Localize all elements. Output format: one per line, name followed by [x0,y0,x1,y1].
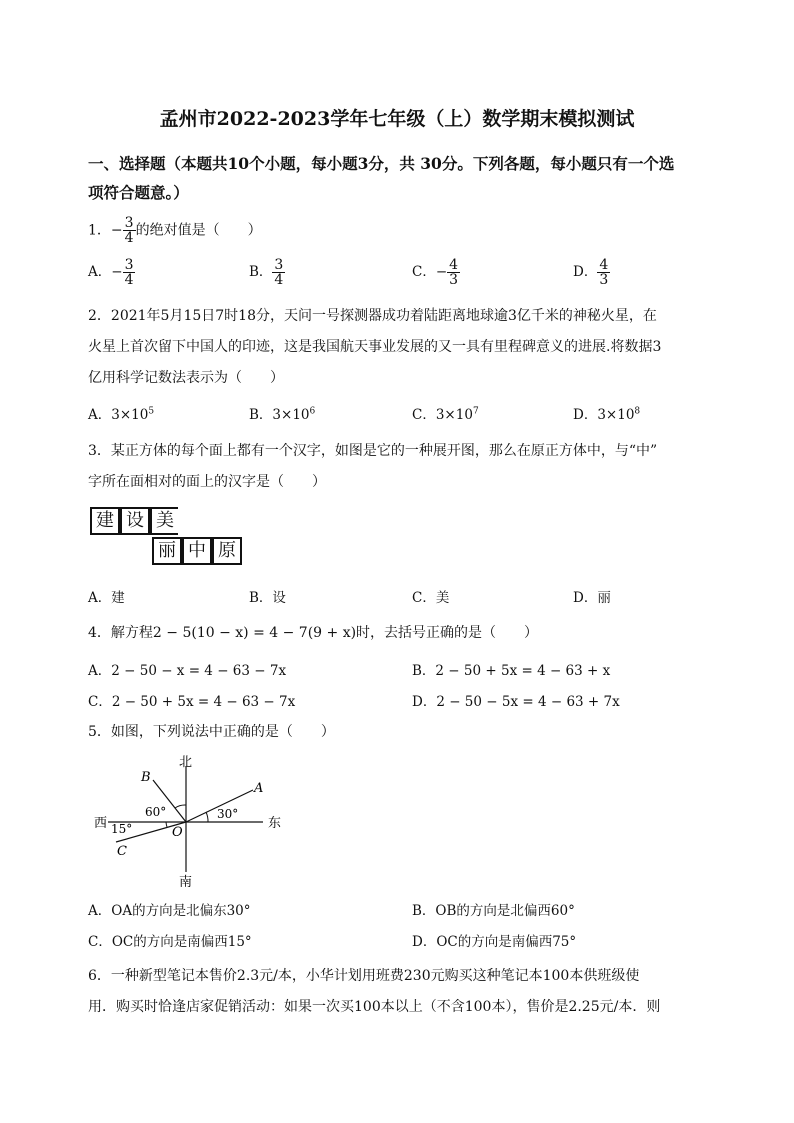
question-1 [88,216,262,245]
section-heading-line1: 一、选择题（本题共10个小题，每小题3分，共 30分。下列各题，每小题只有一个选 [88,154,675,173]
q1-option-b-fraction: $\frac{3}{4}$ [274,257,284,288]
label-b: B [141,770,151,785]
label-east: 东 [268,816,282,831]
label-60: 60° [145,805,167,819]
q1-option-d-fraction: $\frac{4}{3}$ [599,257,609,288]
q2-option-d[interactable]: D．$3\times 10^8$ [573,406,641,423]
q5-option-a[interactable]: A．OA的方向是北偏东30° [88,903,251,919]
net-cell: 建 [90,507,120,535]
net-cell: 中 [182,537,212,565]
q4-option-d[interactable]: D．2 − 50 − 5x = 4 − 63 + 7x [412,694,620,710]
q5-option-b[interactable]: B．OB的方向是北偏西60° [412,903,575,919]
label-c: C [117,844,127,859]
label-a: A [254,781,264,796]
label-north: 北 [179,755,193,770]
q4-option-c[interactable]: C．2 − 50 + 5x = 4 − 63 − 7x [88,694,296,710]
section-heading-line2: 项符合题意。） [88,183,189,202]
q3-option-b[interactable]: B．设 [249,590,286,606]
q1-option-b[interactable]: B． $\frac{3}{4}$ [249,257,284,288]
q1-minus: − [110,222,123,239]
label-o: O [172,825,183,840]
q2-option-a[interactable]: A．$3\times 10^5$ [88,406,155,423]
label-30: 30° [217,807,239,821]
q2-option-c[interactable]: C．$3\times 10^7$ [412,406,479,423]
q5-option-d[interactable]: D．OC的方向是南偏西75° [412,934,577,950]
angle-arc-60 [175,805,186,808]
question-2-line1: 2．2021年5月15日7时18分，天问一号探测器成功着陆距离地球逾3亿千米的神秘火星，在 [88,308,657,324]
net-cell: 原 [212,537,242,565]
q3-option-d[interactable]: D．丽 [573,590,611,606]
question-3-line2: 字所在面相对的面上的汉字是（ ） [88,474,326,490]
net-cell: 丽 [152,537,182,565]
q5-option-c[interactable]: C．OC的方向是南偏西15° [88,934,252,950]
q1-frac-num: 3 [124,215,134,231]
page-title: 孟州市2022-2023学年七年级（上）数学期末模拟测试 [159,108,635,130]
q3-option-a[interactable]: A．建 [88,590,125,606]
q3-option-c[interactable]: C．美 [412,590,450,606]
question-6-line1: 6．一种新型笔记本售价2.3元/本，小华计划用班费230元购买这种笔记本100本供班级使 [88,968,640,984]
net-cell: 美 [150,507,178,535]
question-3-line1: 3．某正方体的每个面上都有一个汉字，如图是它的一种展开图，那么在原正方体中，与“中” [88,443,658,459]
question-4: 4．解方程2 − 5(10 − x) = 4 − 7(9 + x)时，去括号正确的是（ ） [88,625,539,641]
question-2-line3: 亿用科学记数法表示为（ ） [88,370,284,386]
angle-arc-30 [206,812,208,822]
q4-option-b[interactable]: B．2 − 50 + 5x = 4 − 63 + x [412,663,611,679]
q1-option-a[interactable]: A．− $\frac{3}{4}$ [88,257,134,288]
angle-arc-15 [166,822,167,827]
q2-option-b[interactable]: B．$3\times 10^6$ [249,406,316,423]
direction-diagram [88,752,298,890]
q1-option-a-fraction: $\frac{3}{4}$ [124,257,134,288]
q1-number: 1． [88,222,111,239]
label-15: 15° [111,822,133,836]
label-south: 南 [179,875,193,890]
net-cell: 设 [120,507,150,535]
q1-frac-den: 4 [124,230,134,246]
q1-option-c[interactable]: C．− $\frac{4}{3}$ [412,257,459,288]
question-6-line2: 用．购买时恰逢店家促销活动：如果一次买100本以上（不含100本），售价是2.25元/本．则 [88,999,661,1015]
q4-option-a[interactable]: A．2 − 50 − x = 4 − 63 − 7x [88,663,287,679]
q1-option-d[interactable]: D． $\frac{4}{3}$ [573,257,609,288]
question-2-line2: 火星上首次留下中国人的印迹，这是我国航天事业发展的又一具有里程碑意义的进展.将数据3 [88,339,662,355]
q1-option-c-fraction: $\frac{4}{3}$ [449,257,459,288]
q1-stem-tail: 的绝对值是（ ） [135,222,262,239]
q1-fraction [123,216,136,245]
question-5: 5．如图，下列说法中正确的是（ ） [88,724,335,740]
label-west: 西 [94,816,108,831]
